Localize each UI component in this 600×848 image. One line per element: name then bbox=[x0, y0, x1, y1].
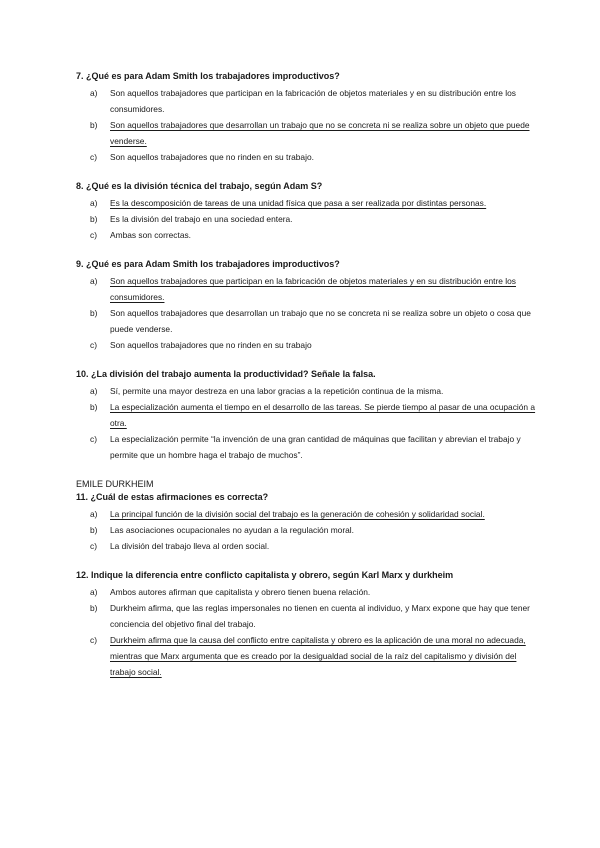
option-text: Son aquellos trabajadores que desarrollan un trabajo que no se concreta ni se realiza sobre un objeto o cosa que puede venderse. bbox=[110, 308, 531, 334]
question-title: 12. Indique la diferencia entre conflicto capitalista y obrero, según Karl Marx y durkheim bbox=[76, 570, 454, 580]
options-list bbox=[76, 195, 536, 243]
question-block bbox=[76, 569, 536, 680]
answer-option bbox=[76, 117, 536, 149]
option-letter: a) bbox=[90, 509, 98, 519]
answer-option bbox=[76, 149, 536, 165]
options-list bbox=[76, 584, 536, 680]
option-text-correct: La especialización aumenta el tiempo en el desarrollo de las tareas. Se pierde tiempo al pasar de una ocupación a otra. bbox=[110, 402, 536, 428]
option-text: Son aquellos trabajadores que participan en la fabricación de objetos materiales y en su distribución entre los consumidores. bbox=[110, 88, 516, 114]
option-letter: a) bbox=[90, 198, 98, 208]
option-letter: c) bbox=[90, 152, 97, 162]
option-letter: a) bbox=[90, 386, 98, 396]
option-text: La especialización permite “la invención de una gran cantidad de máquinas que facilitan y abrevian el trabajo y permite que un hombre haga el trabajo de muchos”. bbox=[110, 434, 521, 460]
option-letter: b) bbox=[90, 120, 98, 130]
question-block bbox=[76, 258, 536, 353]
answer-option bbox=[76, 399, 536, 431]
answer-option bbox=[76, 195, 536, 211]
answer-option bbox=[76, 600, 536, 632]
option-text: Durkheim afirma, que las reglas impersonales no tienen en cuenta al individuo, y Marx expone que hay que tener conciencia del objetivo final del trabajo. bbox=[110, 603, 530, 629]
answer-option bbox=[76, 337, 536, 353]
options-list bbox=[76, 273, 536, 353]
document-content bbox=[76, 70, 536, 695]
option-text: Son aquellos trabajadores que no rinden en su trabajo bbox=[110, 340, 312, 350]
answer-option bbox=[76, 431, 536, 463]
option-letter: b) bbox=[90, 525, 98, 535]
option-text: Ambos autores afirman que capitalista y obrero tienen buena relación. bbox=[110, 587, 371, 597]
option-letter: c) bbox=[90, 635, 97, 645]
answer-option bbox=[76, 85, 536, 117]
question-title: 11. ¿Cuál de estas afirmaciones es correcta? bbox=[76, 492, 269, 502]
option-text-correct: Son aquellos trabajadores que desarrollan un trabajo que no se concreta ni se realiza sobre un objeto que puede venderse. bbox=[110, 120, 530, 146]
question-block bbox=[76, 368, 536, 463]
option-letter: c) bbox=[90, 230, 97, 240]
option-text: Sí, permite una mayor destreza en una labor gracias a la repetición continua de la misma. bbox=[110, 386, 444, 396]
option-letter: b) bbox=[90, 402, 98, 412]
option-letter: b) bbox=[90, 603, 98, 613]
option-letter: a) bbox=[90, 276, 98, 286]
section-title: EMILE DURKHEIM bbox=[76, 479, 154, 489]
question-title: 9. ¿Qué es para Adam Smith los trabajadores improductivos? bbox=[76, 259, 340, 269]
option-text-correct: Es la descomposición de tareas de una unidad física que pasa a ser realizada por distintas personas. bbox=[110, 198, 487, 208]
question-block bbox=[76, 491, 536, 554]
options-list bbox=[76, 85, 536, 165]
option-text: Es la división del trabajo en una sociedad entera. bbox=[110, 214, 293, 224]
option-text: Son aquellos trabajadores que no rinden en su trabajo. bbox=[110, 152, 314, 162]
option-text: Las asociaciones ocupacionales no ayudan a la regulación moral. bbox=[110, 525, 354, 535]
options-list bbox=[76, 383, 536, 463]
answer-option bbox=[76, 383, 536, 399]
answer-option bbox=[76, 584, 536, 600]
option-letter: a) bbox=[90, 88, 98, 98]
answer-option bbox=[76, 273, 536, 305]
answer-option bbox=[76, 538, 536, 554]
answer-option bbox=[76, 305, 536, 337]
question-title: 8. ¿Qué es la división técnica del trabajo, según Adam S? bbox=[76, 181, 323, 191]
answer-option bbox=[76, 522, 536, 538]
option-text: La división del trabajo lleva al orden social. bbox=[110, 541, 270, 551]
option-text: Ambas son correctas. bbox=[110, 230, 191, 240]
option-letter: b) bbox=[90, 214, 98, 224]
option-letter: b) bbox=[90, 308, 98, 318]
option-letter: c) bbox=[90, 541, 97, 551]
question-title: 10. ¿La división del trabajo aumenta la productividad? Señale la falsa. bbox=[76, 369, 376, 379]
option-text-correct: La principal función de la división social del trabajo es la generación de cohesión y solidaridad social. bbox=[110, 509, 485, 519]
options-list bbox=[76, 506, 536, 554]
question-block bbox=[76, 180, 536, 243]
option-letter: c) bbox=[90, 340, 97, 350]
option-text-correct: Son aquellos trabajadores que participan en la fabricación de objetos materiales y en su distribución entre los consumidores. bbox=[110, 276, 516, 302]
option-text-correct: Durkheim afirma que la causa del conflicto entre capitalista y obrero es la aplicación de una moral no adecuada, mientras que Marx argumenta que es creado por la desigualdad social de la raíz del capitalismo y división del trabajo social. bbox=[110, 635, 526, 677]
question-block bbox=[76, 70, 536, 165]
answer-option bbox=[76, 211, 536, 227]
answer-option bbox=[76, 632, 536, 680]
answer-option bbox=[76, 227, 536, 243]
answer-option bbox=[76, 506, 536, 522]
option-letter: a) bbox=[90, 587, 98, 597]
question-title: 7. ¿Qué es para Adam Smith los trabajadores improductivos? bbox=[76, 71, 340, 81]
option-letter: c) bbox=[90, 434, 97, 444]
